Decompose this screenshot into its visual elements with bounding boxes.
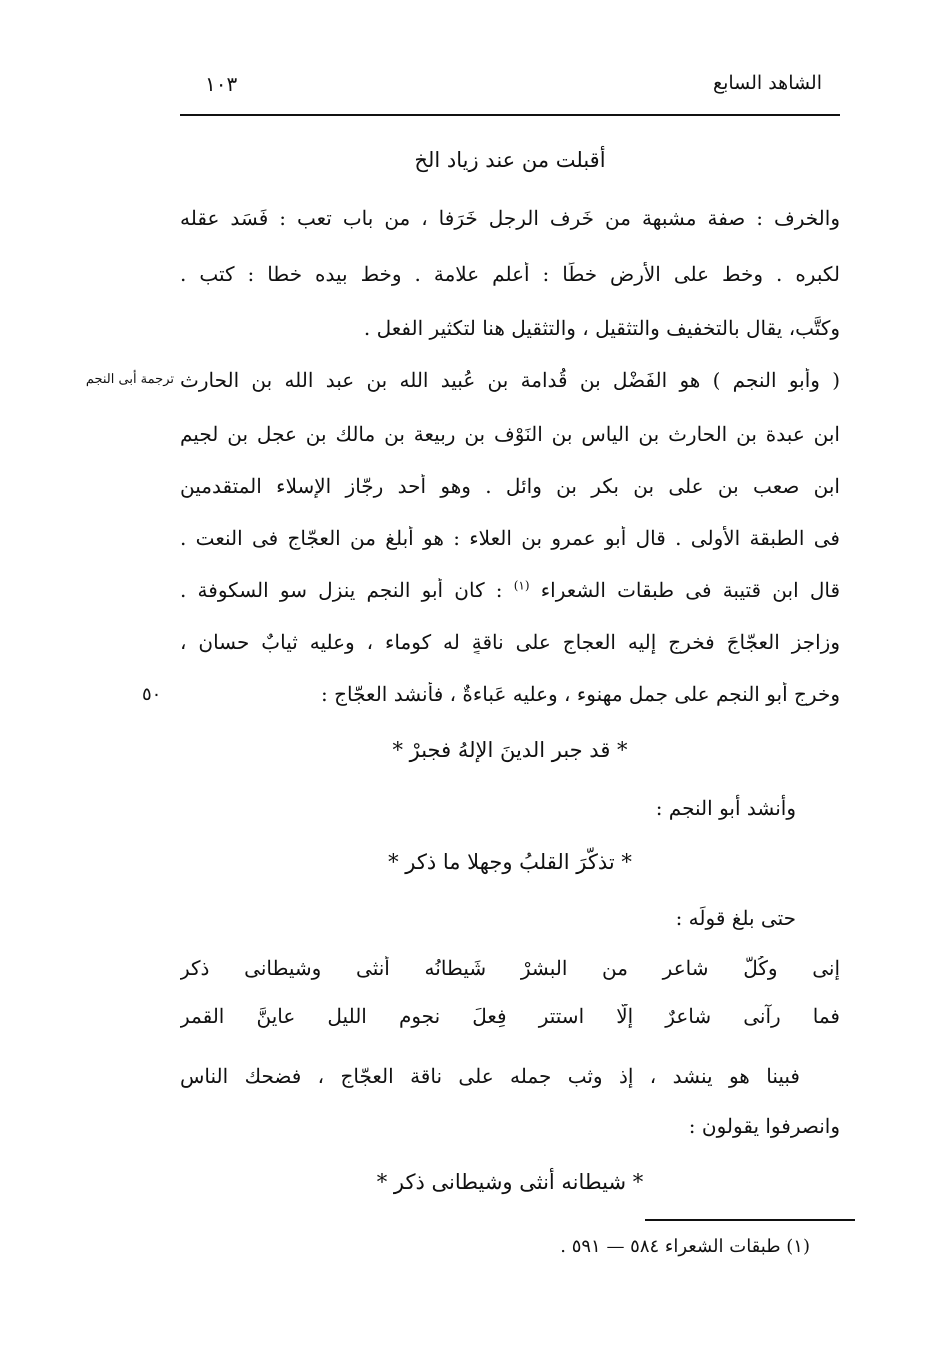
footnote-marker: (١) (513, 578, 530, 593)
verse-ajjaj: * قد جبر الدينَ الإلهُ فجبرْ * (392, 738, 628, 762)
page-number: ١٠٣ (205, 72, 238, 96)
heading-verse: أقبلت من عند زياد الخ (414, 148, 606, 172)
para3-line-2: وانصرفوا يقولون : (688, 1114, 840, 1138)
abu-najm-recited: وأنشد أبو النجم : (655, 796, 796, 820)
couplet-line-1 (180, 956, 840, 980)
para2-line-7: وخرج أبو النجم على جمل مهنوء ، وعليه عَباءةٌ ، فأنشد العجّاج : (321, 682, 840, 706)
para2-line-2: ابن عبدة بن الحارث بن الياس بن النَوْف بن ربيعة بن مالك بن عجل بن لجيم (180, 422, 840, 446)
para2-line-5 (180, 578, 840, 602)
para1-line-2: لكبره . وخط على الأرض خطًا : أعلم علامة . وخط بيده خطا : كتب . (180, 262, 840, 286)
running-header-title: الشاهد السابع (712, 72, 822, 94)
verse-abu-najm: * تذكّرَ القلبُ وجهلا ما ذكر * (388, 850, 632, 874)
couplet-2-hemistich-1: فما رآنى شاعرٌ إلّا استتر (538, 1004, 840, 1028)
para2-line-5-head: قال ابن قتيبة فى طبقات الشعراء (540, 578, 840, 602)
until-he-reached: حتى بلغ قولَه : (675, 906, 796, 930)
footnote: (١) طبقات الشعراء ٥٨٤ — ٥٩١ . (560, 1236, 810, 1257)
couplet-line-2 (180, 1004, 840, 1028)
footnote-rule (645, 1219, 855, 1221)
couplet-2-hemistich-2: فِعلَ نجوم الليل عاينَّ القمر (180, 1004, 507, 1028)
para3-line-1: فبينا هو ينشد ، إذ وثب جمله على ناقة العجّاج ، فضحك الناس (180, 1064, 800, 1088)
margin-note-biography: ترجمة أبى النجم (85, 372, 174, 387)
header-rule (180, 114, 840, 116)
para2-line-6: وزاجز العجّاجَ فخرج إليه العجاج على ناقةٍ له كوماء ، وعليه ثيابٌ حسان ، (180, 630, 840, 654)
couplet-1-hemistich-1: إنى وكُلٌّ شاعر من البشرْ (520, 956, 840, 980)
para2-line-5-tail: : كان أبو النجم ينزل سو السكوفة . (180, 578, 503, 602)
margin-line-number: ٥٠ (142, 684, 162, 705)
couplet-1-hemistich-2: شَيطانُه أنثى وشيطانى ذكر (180, 956, 487, 980)
para2-line-3: ابن صعب بن على بن بكر بن وائل . وهو أحد رجّاز الإسلاء المتقدمين (180, 474, 840, 498)
para2-line-4: فى الطبقة الأولى . قال أبو عمرو بن العلاء : هو أبلغ من العجّاج فى النعت . (180, 526, 840, 550)
verse-final: * شيطانه أنثى وشيطانى ذكر * (376, 1170, 644, 1194)
para1-line-1: والخرف : صفة مشبهة من خَرِف الرجل خَرَفا ، من باب تعب : فَسَد عقله (180, 206, 840, 230)
para2-line-1: ( وأبو النجم ) هو الفَضْل بن قُدامة بن عُبيد الله بن عبد الله بن الحارث (180, 368, 840, 392)
para1-line-3: وكتَّب، يقال بالتخفيف والتثقيل ، والتثقيل هنا لتكثير الفعل . (363, 316, 840, 340)
